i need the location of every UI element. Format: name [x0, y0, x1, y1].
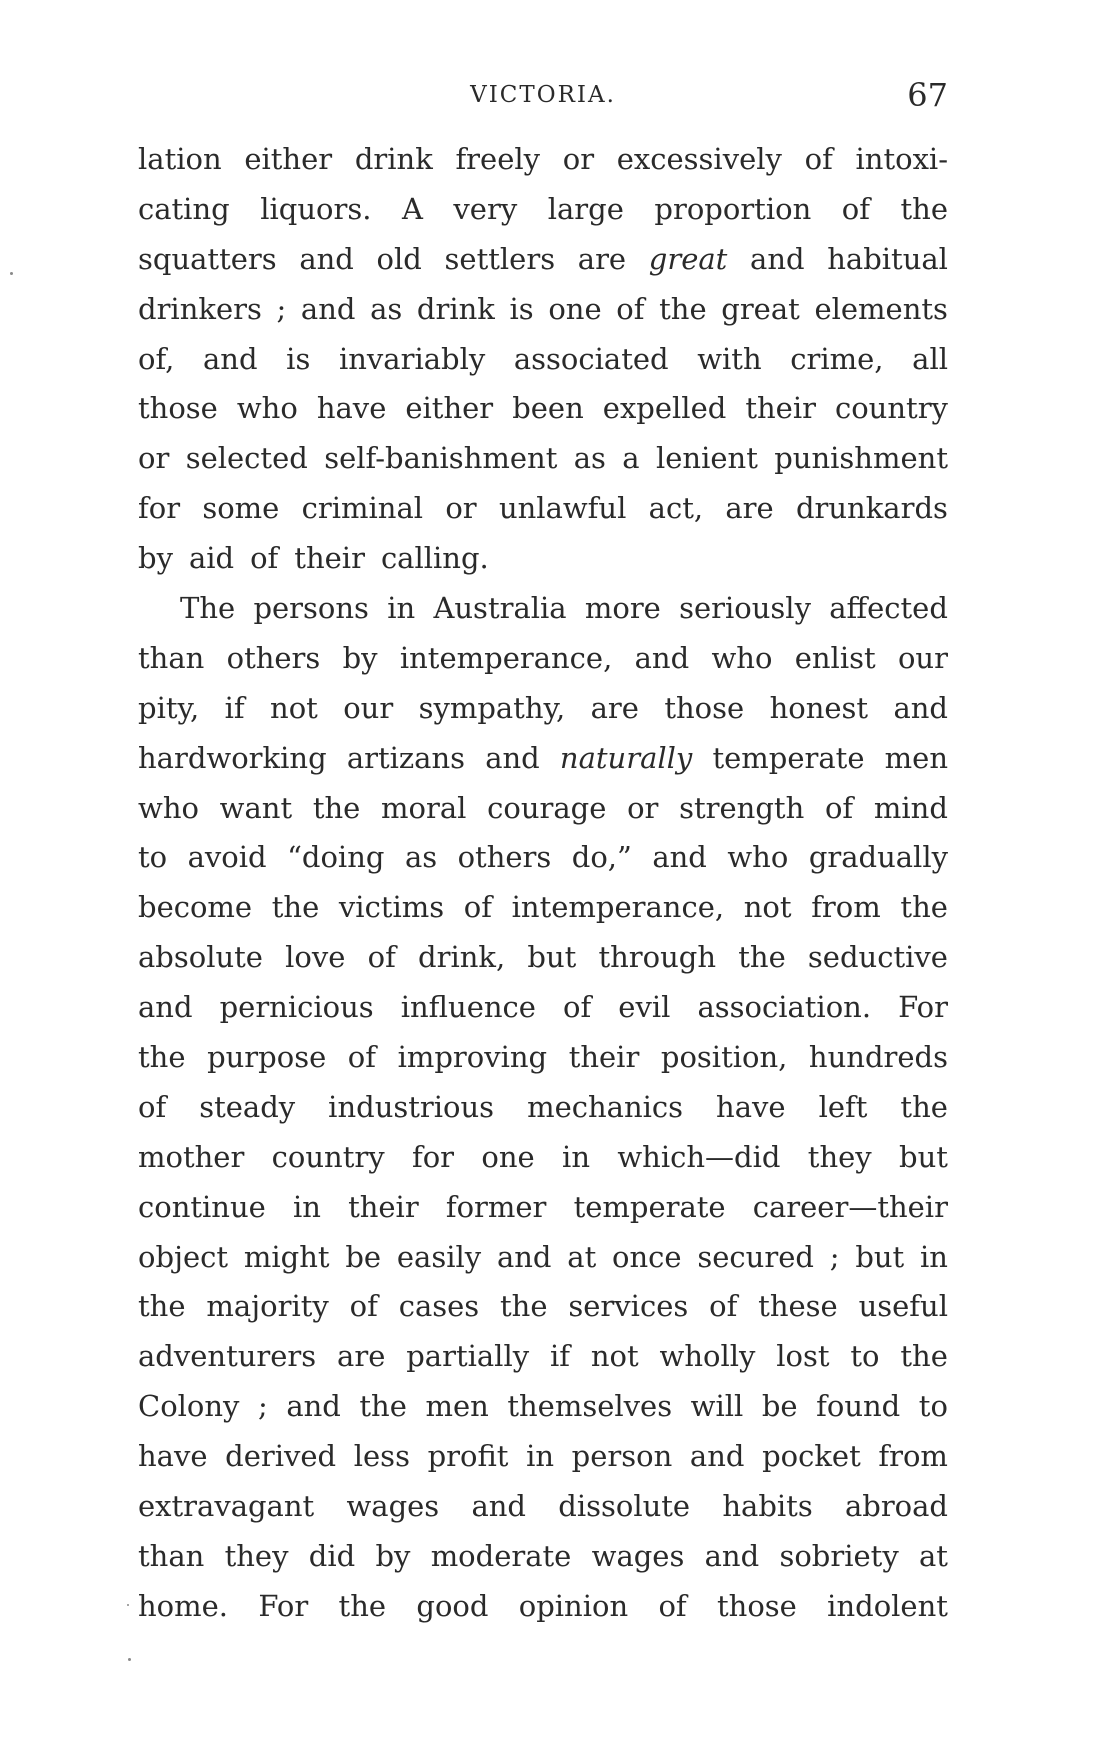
word: derived: [225, 1439, 337, 1474]
word: a: [622, 441, 640, 476]
word: and: [485, 740, 540, 775]
word: love: [285, 940, 346, 975]
word: have: [316, 391, 387, 426]
word: act,: [648, 491, 704, 526]
word: adventurers: [138, 1339, 317, 1374]
word: and: [300, 291, 356, 326]
word: have: [716, 1089, 786, 1124]
word: are: [577, 241, 627, 276]
word: have: [138, 1439, 208, 1474]
word: they: [224, 1538, 289, 1573]
word: services: [568, 1289, 689, 1324]
word: Colony: [138, 1389, 240, 1424]
word: artizans: [346, 740, 466, 775]
word: are: [590, 690, 639, 725]
word: the: [338, 1588, 387, 1623]
word: with: [697, 341, 762, 376]
word: the: [138, 1289, 186, 1324]
text-line: [138, 840, 948, 890]
word: those: [717, 1588, 797, 1623]
word: the: [138, 1040, 186, 1075]
word: but: [527, 940, 577, 975]
paper-speck: [127, 1604, 129, 1606]
word: the: [659, 291, 707, 326]
word: men: [884, 740, 948, 775]
word: criminal: [301, 491, 424, 526]
word: liquors.: [260, 191, 372, 226]
word: by: [342, 640, 378, 675]
word: in: [387, 591, 416, 626]
text-line: [138, 641, 948, 691]
word: left: [818, 1089, 868, 1124]
word: Australia: [433, 591, 567, 626]
word: which—did: [617, 1139, 781, 1174]
word: ;: [829, 1239, 840, 1274]
word: and: [652, 840, 707, 875]
word: former: [445, 1189, 547, 1224]
word: intoxi-: [855, 142, 948, 176]
word: ;: [258, 1389, 268, 1424]
word: wages: [591, 1538, 685, 1573]
text-line: [138, 741, 948, 791]
word: for: [411, 1139, 455, 1174]
word: habitual: [827, 241, 948, 276]
word: their: [348, 1189, 419, 1224]
word: not: [270, 690, 318, 725]
text-line: [138, 1240, 948, 1290]
text-line: [138, 1090, 948, 1140]
word: these: [758, 1289, 838, 1324]
text-line: [138, 591, 948, 641]
text-line: [138, 691, 948, 741]
word: career—their: [752, 1189, 948, 1224]
word: sobriety: [779, 1538, 899, 1573]
word: useful: [858, 1289, 948, 1324]
text-line: [138, 342, 948, 392]
word: evil: [618, 990, 671, 1025]
text-line: [138, 1389, 948, 1439]
word: more: [584, 591, 661, 626]
word: become: [138, 890, 253, 925]
word: and: [704, 1538, 760, 1573]
word: or: [562, 142, 595, 176]
word: some: [202, 491, 280, 526]
text-line: [138, 541, 948, 591]
word: and: [893, 690, 948, 725]
word: will: [690, 1389, 744, 1424]
word: A: [401, 191, 423, 226]
word: lenient: [655, 441, 758, 476]
word: improving: [397, 1040, 548, 1075]
word: did: [308, 1538, 356, 1573]
word: avoid: [187, 840, 267, 875]
word: good: [416, 1588, 489, 1623]
word: either: [405, 391, 494, 426]
word: who: [727, 840, 789, 875]
word: are: [337, 1339, 386, 1374]
word: in: [920, 1239, 948, 1274]
paper-speck: [10, 272, 13, 275]
word: expelled: [602, 391, 727, 426]
word: and: [286, 1389, 341, 1424]
word: cating: [138, 191, 230, 226]
word: in: [292, 1189, 321, 1224]
word: our: [897, 640, 948, 675]
running-head: [138, 78, 948, 118]
word: opinion: [518, 1588, 629, 1623]
word: but: [899, 1139, 948, 1174]
word: at: [567, 1239, 597, 1274]
word: at: [918, 1538, 948, 1573]
word: of: [250, 541, 279, 576]
word: the: [312, 790, 361, 825]
word: not: [590, 1339, 639, 1374]
text-line: [138, 1589, 948, 1639]
word: and: [471, 1489, 526, 1524]
word: victims: [338, 890, 445, 925]
word: of: [138, 1089, 167, 1124]
word: and: [203, 341, 258, 376]
word: the: [900, 191, 948, 226]
word: and: [299, 241, 354, 276]
paper-speck: [128, 1658, 131, 1661]
word: enlist: [794, 640, 876, 675]
word: but: [855, 1239, 905, 1274]
text-line: [138, 1539, 948, 1589]
word: habits: [722, 1489, 813, 1524]
word: of: [658, 1588, 687, 1623]
word: absolute: [138, 940, 263, 975]
word: those: [664, 690, 745, 725]
word: men: [425, 1389, 489, 1424]
word: their: [745, 391, 816, 426]
word: indolent: [827, 1588, 948, 1623]
word: aid: [188, 541, 235, 576]
word: moral: [381, 790, 467, 825]
word: intemperance,: [511, 890, 725, 925]
word: seductive: [807, 940, 948, 975]
word: the: [359, 1389, 407, 1424]
word: as: [370, 291, 403, 326]
word: naturally: [559, 740, 693, 775]
word: and: [496, 1239, 552, 1274]
text-line: [138, 791, 948, 841]
word: or: [627, 790, 659, 825]
word: if: [224, 690, 245, 725]
word: and: [750, 241, 805, 276]
word: of: [367, 940, 396, 975]
word: to: [850, 1339, 880, 1374]
word: partially: [406, 1339, 530, 1374]
word: invariably: [338, 341, 486, 376]
word: seriously: [679, 591, 811, 626]
running-title: VICTORIA.: [470, 82, 616, 108]
word: their: [294, 541, 365, 576]
word: position,: [660, 1040, 788, 1075]
word: from: [811, 890, 881, 925]
text-line: [138, 441, 948, 491]
word: or: [138, 441, 170, 476]
word: of: [709, 1289, 738, 1324]
word: of: [463, 890, 492, 925]
text-line: [138, 1489, 948, 1539]
text-line: [138, 990, 948, 1040]
word: others: [457, 840, 552, 875]
word: squatters: [138, 241, 277, 276]
word: self-banishment: [324, 441, 558, 476]
word: secured: [697, 1239, 814, 1274]
text-line: [138, 940, 948, 990]
word: the: [900, 890, 948, 925]
word: our: [343, 690, 394, 725]
word: not: [743, 890, 792, 925]
word: drink,: [418, 940, 506, 975]
word: once: [612, 1239, 682, 1274]
word: profit: [427, 1439, 509, 1474]
word: be: [345, 1239, 382, 1274]
word: those: [138, 391, 218, 426]
word: punishment: [774, 441, 948, 476]
word: extravagant: [138, 1489, 315, 1524]
word: who: [138, 790, 199, 825]
word: found: [816, 1389, 901, 1424]
word: associated: [513, 341, 669, 376]
word: the: [900, 1339, 948, 1374]
word: affected: [829, 591, 948, 626]
word: great: [721, 291, 800, 326]
word: of: [616, 291, 645, 326]
word: For: [258, 1588, 309, 1623]
word: country: [834, 391, 948, 426]
word: the: [738, 940, 786, 975]
word: crime,: [790, 341, 884, 376]
word: to: [918, 1389, 948, 1424]
word: drink: [354, 142, 433, 176]
word: of,: [138, 341, 175, 376]
word: and: [138, 990, 193, 1025]
word: calling.: [380, 541, 489, 576]
word: who: [711, 640, 773, 675]
word: of: [349, 1289, 378, 1324]
text-line: [138, 1190, 948, 1240]
word: and: [689, 1439, 745, 1474]
word: dissolute: [558, 1489, 691, 1524]
word: and: [634, 640, 690, 675]
word: association.: [697, 990, 872, 1025]
word: settlers: [444, 241, 556, 276]
word: is: [509, 291, 534, 326]
word: easily: [396, 1239, 482, 1274]
word: themselves: [507, 1389, 673, 1424]
word: the: [900, 1089, 948, 1124]
word: hundreds: [808, 1040, 948, 1075]
word: than: [138, 1538, 205, 1573]
word: want: [219, 790, 293, 825]
word: intemperance,: [399, 640, 613, 675]
word: if: [549, 1339, 570, 1374]
word: pernicious: [219, 990, 374, 1025]
word: be: [761, 1389, 798, 1424]
word: pity,: [138, 690, 200, 725]
word: are: [725, 491, 774, 526]
word: lation: [138, 142, 222, 176]
word: freely: [455, 142, 541, 176]
word: influence: [400, 990, 536, 1025]
text-line: [138, 1040, 948, 1090]
word: by: [138, 541, 173, 576]
word: drinkers: [138, 291, 262, 326]
word: lost: [776, 1339, 830, 1374]
word: mother: [138, 1139, 245, 1174]
word: large: [547, 191, 624, 226]
word: persons: [253, 591, 369, 626]
word: wholly: [659, 1339, 756, 1374]
word: For: [898, 990, 948, 1025]
word: steady: [199, 1089, 296, 1124]
word: wages: [346, 1489, 440, 1524]
word: selected: [185, 441, 308, 476]
text-line: [138, 491, 948, 541]
word: in: [562, 1139, 590, 1174]
page-number: 67: [907, 76, 948, 114]
word: in: [526, 1439, 555, 1474]
word: mind: [873, 790, 948, 825]
word: their: [568, 1040, 640, 1075]
word: pocket: [762, 1439, 861, 1474]
word: person: [571, 1439, 673, 1474]
word: to: [138, 840, 168, 875]
word: moderate: [430, 1538, 572, 1573]
text-line: [138, 890, 948, 940]
text-line: [138, 1339, 948, 1389]
word: of: [804, 142, 833, 176]
text-line: [138, 242, 948, 292]
word: by: [375, 1538, 411, 1573]
word: as: [573, 441, 606, 476]
word: of: [824, 790, 854, 825]
word: unlawful: [498, 491, 627, 526]
word: they: [807, 1139, 872, 1174]
word: through: [598, 940, 717, 975]
word: either: [244, 142, 333, 176]
word: as: [404, 840, 438, 875]
word: the: [500, 1289, 548, 1324]
word: home.: [138, 1588, 229, 1623]
word: sympathy,: [418, 690, 566, 725]
word: than: [138, 640, 205, 675]
word: or: [445, 491, 477, 526]
body-text: [138, 142, 948, 1639]
word: ;: [276, 291, 287, 326]
text-line: [138, 1439, 948, 1489]
text-line: [138, 391, 948, 441]
text-line: [138, 1140, 948, 1190]
word: might: [243, 1239, 330, 1274]
word: great: [648, 241, 728, 276]
text-line: [138, 192, 948, 242]
word: of: [563, 990, 592, 1025]
word: less: [353, 1439, 410, 1474]
word: mechanics: [527, 1089, 684, 1124]
word: temperate: [712, 740, 865, 775]
word: temperate: [573, 1189, 726, 1224]
word: of: [841, 191, 870, 226]
word: excessively: [616, 142, 782, 176]
word: the: [271, 890, 320, 925]
text-line: [138, 1289, 948, 1339]
word: cases: [398, 1289, 480, 1324]
word: from: [878, 1439, 948, 1474]
word: continue: [138, 1189, 266, 1224]
word: The: [180, 591, 236, 626]
word: abroad: [844, 1489, 948, 1524]
word: hardworking: [138, 740, 327, 775]
word: honest: [769, 690, 869, 725]
word: is: [286, 341, 311, 376]
word: majority: [206, 1289, 329, 1324]
word: drunkards: [795, 491, 948, 526]
text-line: [138, 142, 948, 192]
word: strength: [679, 790, 805, 825]
word: industrious: [328, 1089, 495, 1124]
word: one: [481, 1139, 535, 1174]
word: “doing: [287, 840, 385, 875]
word: purpose: [207, 1040, 327, 1075]
word: gradually: [808, 840, 948, 875]
word: elements: [814, 291, 948, 326]
word: country: [271, 1139, 385, 1174]
word: of: [347, 1040, 376, 1075]
word: do,”: [571, 840, 632, 875]
word: drink: [416, 291, 495, 326]
word: courage: [487, 790, 607, 825]
word: for: [138, 491, 181, 526]
word: object: [138, 1239, 229, 1274]
word: old: [376, 241, 422, 276]
word: one: [548, 291, 602, 326]
word: very: [453, 191, 518, 226]
word: others: [226, 640, 321, 675]
word: proportion: [654, 191, 812, 226]
word: who: [236, 391, 298, 426]
text-line: [138, 292, 948, 342]
word: been: [512, 391, 584, 426]
word: all: [912, 341, 948, 376]
